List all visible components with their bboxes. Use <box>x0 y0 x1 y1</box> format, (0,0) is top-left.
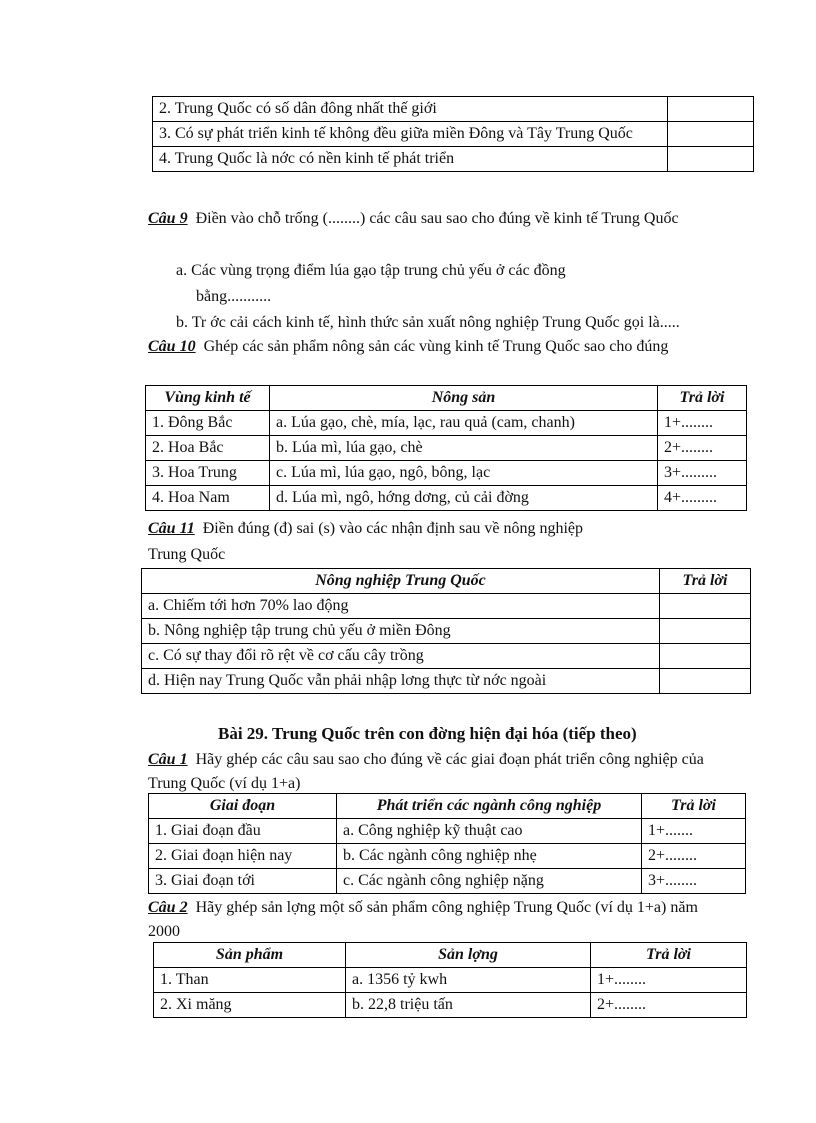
answer-cell[interactable] <box>660 594 751 619</box>
answer-cell[interactable]: 4+......... <box>658 486 747 511</box>
table-cau10 <box>145 385 747 511</box>
table-header-row <box>146 386 747 411</box>
statement-cell: 2. Trung Quốc có số dân đông nhất thế giới <box>153 97 668 122</box>
region-cell: 3. Hoa Trung <box>146 461 270 486</box>
column-header: Trả lời <box>642 794 746 819</box>
product-cell: c. Lúa mì, lúa gạo, ngô, bông, lạc <box>270 461 658 486</box>
table-row <box>146 411 747 436</box>
answer-cell[interactable]: 3+......... <box>658 461 747 486</box>
region-cell: 2. Hoa Bắc <box>146 436 270 461</box>
question-label: Câu 2 <box>148 899 188 916</box>
output-cell: b. 22,8 triệu tấn <box>346 993 591 1018</box>
question-2 <box>148 896 728 944</box>
table-row <box>153 147 754 172</box>
question-text: Trung Quốc <box>148 546 226 563</box>
question-9-item-a <box>176 259 696 283</box>
table-top <box>152 96 754 172</box>
column-header: Trả lời <box>660 569 751 594</box>
answer-cell[interactable] <box>660 644 751 669</box>
question-label: Câu 11 <box>148 520 195 537</box>
stage-cell: 1. Giai đoạn đầu <box>149 819 337 844</box>
question-1 <box>148 748 728 796</box>
product-cell: 2. Xi măng <box>154 993 346 1018</box>
answer-cell[interactable] <box>668 122 754 147</box>
question-9 <box>148 207 708 231</box>
table-row <box>154 968 747 993</box>
table-cau11 <box>141 568 751 694</box>
statement-cell: a. Chiếm tới hơn 70% lao động <box>142 594 660 619</box>
question-11-cont <box>148 543 225 567</box>
table-row <box>154 993 747 1018</box>
table-cau1 <box>148 793 746 894</box>
table-row <box>149 869 746 894</box>
industry-cell: b. Các ngành công nghiệp nhẹ <box>337 844 642 869</box>
table-cau2 <box>153 942 747 1018</box>
statement-cell: b. Nông nghiệp tập trung chủ yếu ở miền Đông <box>142 619 660 644</box>
statement-cell: 3. Có sự phát triển kinh tế không đều giữa miền Đông và Tây Trung Quốc <box>153 122 668 147</box>
answer-cell[interactable]: 1+........ <box>591 968 747 993</box>
table-row <box>149 844 746 869</box>
column-header: Phát triển các ngành công nghiệp <box>337 794 642 819</box>
item-text: b. Tr ớc cải cách kinh tế, hình thức sản xuất nông nghiệp Trung Quốc gọi là..... <box>176 314 680 331</box>
column-header: Sản phẩm <box>154 943 346 968</box>
table-row <box>149 819 746 844</box>
column-header: Sản lợng <box>346 943 591 968</box>
stage-cell: 3. Giai đoạn tới <box>149 869 337 894</box>
answer-cell[interactable] <box>660 669 751 694</box>
column-header: Giai đoạn <box>149 794 337 819</box>
question-label: Câu 1 <box>148 751 188 768</box>
column-header: Trả lời <box>658 386 747 411</box>
column-header: Nông sản <box>270 386 658 411</box>
question-9-item-a-cont <box>196 285 271 309</box>
answer-cell[interactable]: 1+........ <box>658 411 747 436</box>
table-row <box>146 436 747 461</box>
question-text: Điền đúng (đ) sai (s) vào các nhận định sau về nông nghiệp <box>202 520 584 537</box>
question-label: Câu 10 <box>148 338 196 355</box>
lesson-title: Bài 29. Trung Quốc trên con đờng hiện đại hóa (tiếp theo) <box>218 724 637 743</box>
question-text: Ghép các sản phẩm nông sản các vùng kinh tế Trung Quốc sao cho đúng <box>203 338 669 355</box>
answer-cell[interactable] <box>668 147 754 172</box>
question-label: Câu 9 <box>148 210 188 227</box>
table-row <box>142 644 751 669</box>
answer-cell[interactable]: 3+........ <box>642 869 746 894</box>
table-header-row <box>154 943 747 968</box>
table-row <box>142 669 751 694</box>
table-row <box>142 594 751 619</box>
answer-cell[interactable] <box>668 97 754 122</box>
table-row <box>146 486 747 511</box>
industry-cell: c. Các ngành công nghiệp nặng <box>337 869 642 894</box>
region-cell: 1. Đông Bắc <box>146 411 270 436</box>
question-text: Hãy ghép các câu sau sao cho đúng về các giai đoạn phát triển công nghiệp của Trung Quốc (ví dụ 1+a) <box>148 751 704 792</box>
product-cell: 1. Than <box>154 968 346 993</box>
statement-cell: c. Có sự thay đổi rõ rệt về cơ cấu cây trồng <box>142 644 660 669</box>
item-text: a. Các vùng trọng điểm lúa gạo tập trung chủ yếu ở các đồng <box>176 262 566 279</box>
question-text: Hãy ghép sản lợng một số sản phẩm công nghiệp Trung Quốc (ví dụ 1+a) năm 2000 <box>148 899 698 940</box>
answer-cell[interactable] <box>660 619 751 644</box>
statement-cell: 4. Trung Quốc là nớc có nền kinh tế phát triển <box>153 147 668 172</box>
statement-cell: d. Hiện nay Trung Quốc vẫn phải nhập lơng thực từ nớc ngoài <box>142 669 660 694</box>
item-text: bằng........... <box>196 288 272 305</box>
table-row <box>146 461 747 486</box>
column-header: Trả lời <box>591 943 747 968</box>
product-cell: a. Lúa gạo, chè, mía, lạc, rau quả (cam, chanh) <box>270 411 658 436</box>
answer-cell[interactable]: 2+........ <box>658 436 747 461</box>
product-cell: d. Lúa mì, ngô, hớng dơng, củ cải đờng <box>270 486 658 511</box>
table-row <box>142 619 751 644</box>
table-row <box>153 122 754 147</box>
stage-cell: 2. Giai đoạn hiện nay <box>149 844 337 869</box>
column-header: Nông nghiệp Trung Quốc <box>142 569 660 594</box>
table-header-row <box>142 569 751 594</box>
question-9-item-b <box>176 311 776 335</box>
question-text: Điền vào chỗ trống (........) các câu sau sao cho đúng về kinh tế Trung Quốc <box>195 210 679 227</box>
answer-cell[interactable]: 2+........ <box>642 844 746 869</box>
column-header: Vùng kinh tế <box>146 386 270 411</box>
region-cell: 4. Hoa Nam <box>146 486 270 511</box>
question-10 <box>148 335 708 359</box>
answer-cell[interactable]: 2+........ <box>591 993 747 1018</box>
table-row <box>153 97 754 122</box>
product-cell: b. Lúa mì, lúa gạo, chè <box>270 436 658 461</box>
answer-cell[interactable]: 1+....... <box>642 819 746 844</box>
table-header-row <box>149 794 746 819</box>
industry-cell: a. Công nghiệp kỹ thuật cao <box>337 819 642 844</box>
output-cell: a. 1356 tỷ kwh <box>346 968 591 993</box>
question-11 <box>148 517 708 541</box>
